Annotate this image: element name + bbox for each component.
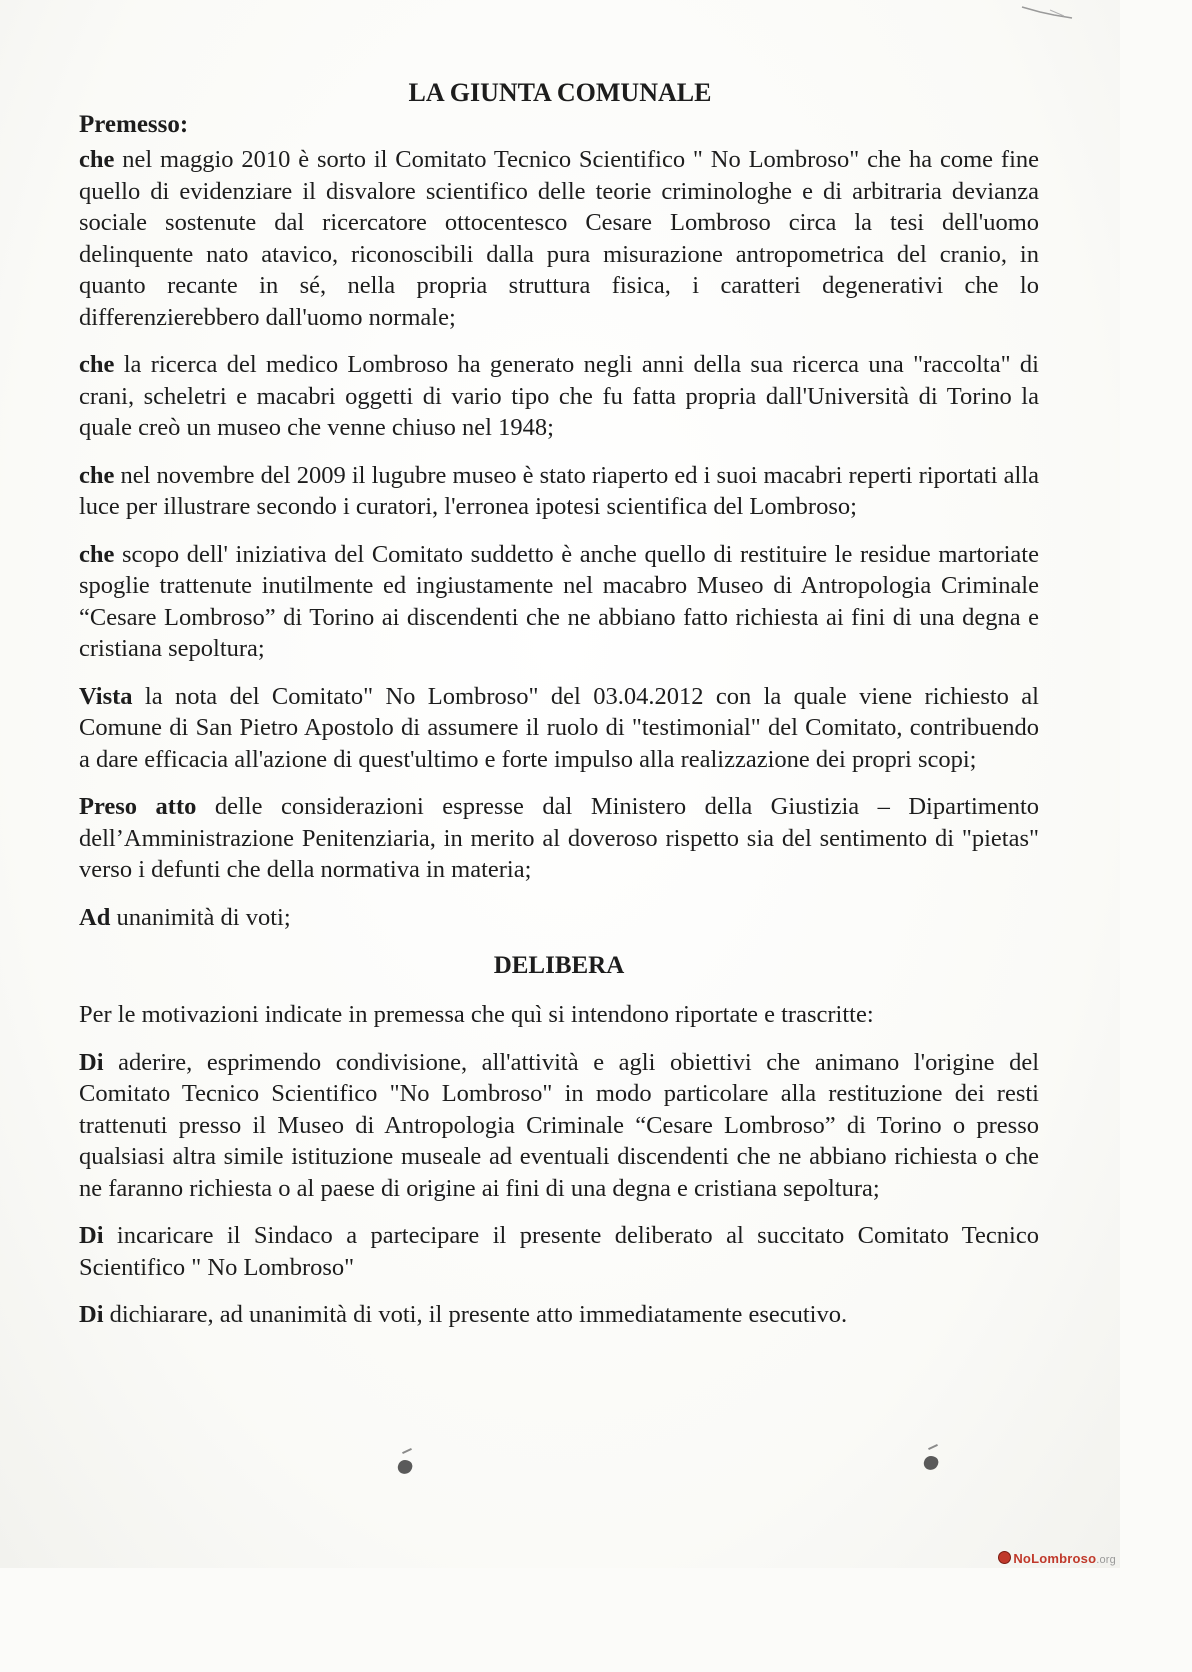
premise-paragraph [79, 539, 1039, 665]
resolution-paragraph [79, 1220, 1039, 1283]
premise-lead: Ad [79, 903, 111, 931]
resolution-text: dichiarare, ad unanimità di voti, il presente atto immediatamente esecutivo. [103, 1301, 848, 1328]
delibera-intro: Per le motivazioni indicate in premessa che quì si intendono riportate e trascritte: [79, 1001, 874, 1028]
premise-lead: Preso atto [79, 793, 197, 820]
premesso-label: Premesso: [79, 111, 189, 138]
premise-text: la ricerca del medico Lombroso ha generato negli anni della sua ricerca una "raccolta" di crani, scheletri e macabri oggetti di vario tipo che fu fatta propria dall'Università di Torino la quale creò un museo che venne chiuso nel 1948; [79, 351, 1039, 441]
premise-paragraph [79, 791, 1039, 886]
resolution-lead: Di [79, 1222, 104, 1249]
premise-lead: che [79, 146, 115, 173]
resolution-paragraph [79, 1299, 1039, 1331]
resolution-paragraph [79, 1047, 1039, 1205]
resolution-text: aderire, esprimendo condivisione, all'attività e agli obiettivi che animano l'origine del Comitato Tecnico Scientifico "No Lombroso" in modo particolare alla restituzione dei resti trattenuti presso il Museo di Antropologia Criminale “Cesare Lombroso” di Torino o presso qualsiasi altra simile istituzione museale ad eventuali discendenti che ne abbiano richiesta o che ne faranno richiesta o al paese di origine ai fini di una degna e cristiana sepoltura; [79, 1048, 1039, 1202]
premise-paragraph [79, 349, 1039, 444]
premise-lead: che [79, 540, 115, 568]
site-watermark [998, 1551, 1116, 1566]
premise-paragraph [79, 144, 1039, 333]
premise-text: unanimità di voti; [110, 903, 291, 931]
watermark-suffix: .org [1096, 1554, 1116, 1566]
premise-paragraph [79, 460, 1039, 523]
premise-lead: Vista [79, 682, 133, 710]
watermark-logo-icon [998, 1551, 1011, 1564]
document-body [79, 76, 1039, 1347]
premise-text: la nota del Comitato" No Lombroso" del 03.04.2012 con la quale viene richiesto al Comune di San Pietro Apostolo di assumere il ruolo di "testimonial" del Comitato, contribuendo a dare efficacia all'azione di quest'ultimo e forte impulso alla realizzazione dei propri scopi; [79, 682, 1039, 773]
resolution-text: incaricare il Sindaco a partecipare il presente deliberato al succitato Comitato Tecnico Scientifico " No Lombroso" [79, 1222, 1039, 1281]
premise-text: scopo dell' iniziativa del Comitato suddetto è anche quello di restituire le residue martoriate spoglie trattenute inutilmente ed ingiustamente nel macabro Museo di Antropologia Criminale “Cesare Lombroso” di Torino ai discendenti che ne abbiano fatto richiesta ai fini di una degna e cristiana sepoltura; [79, 540, 1039, 662]
delibera-heading: DELIBERA [493, 952, 625, 979]
premise-text: delle considerazioni espresse dal Ministero della Giustizia – Dipartimento dell’Amministrazione Penitenziaria, in merito al doveroso rispetto sia del sentimento di "pietas" verso i defunti che della normativa in materia; [79, 793, 1039, 883]
premise-lead: che [79, 461, 115, 489]
resolution-lead: Di [79, 1301, 104, 1328]
scan-artifact [1020, 4, 1080, 22]
resolution-lead: Di [79, 1048, 104, 1076]
premise-text: nel novembre del 2009 il lugubre museo è stato riaperto ed i suoi macabri reperti riportati alla luce per illustrare secondo i curatori, l'erronea ipotesi scientifica del Lombroso; [79, 461, 1039, 520]
premise-paragraph [79, 902, 1039, 934]
premise-text: nel maggio 2010 è sorto il Comitato Tecnico Scientifico " No Lombroso" che ha come fine quello di evidenziare il disvalore scientifico delle teorie criminologhe e di arbitraria devianza sociale sostenute dal ricercatore ottocentesco Cesare Lombroso circa la tesi dell'uomo delinquente nato atavico, riconoscibili dalla pura misurazione antropometrica del cranio, in quanto recante in sé, nella propria struttura fisica, i caratteri degenerativi che lo differenzierebbero dall'uomo normale; [79, 146, 1039, 331]
page-title: LA GIUNTA COMUNALE [408, 78, 712, 107]
premise-paragraph [79, 681, 1039, 776]
watermark-brand: NoLombroso [1013, 1551, 1097, 1566]
premise-lead: che [79, 351, 115, 378]
